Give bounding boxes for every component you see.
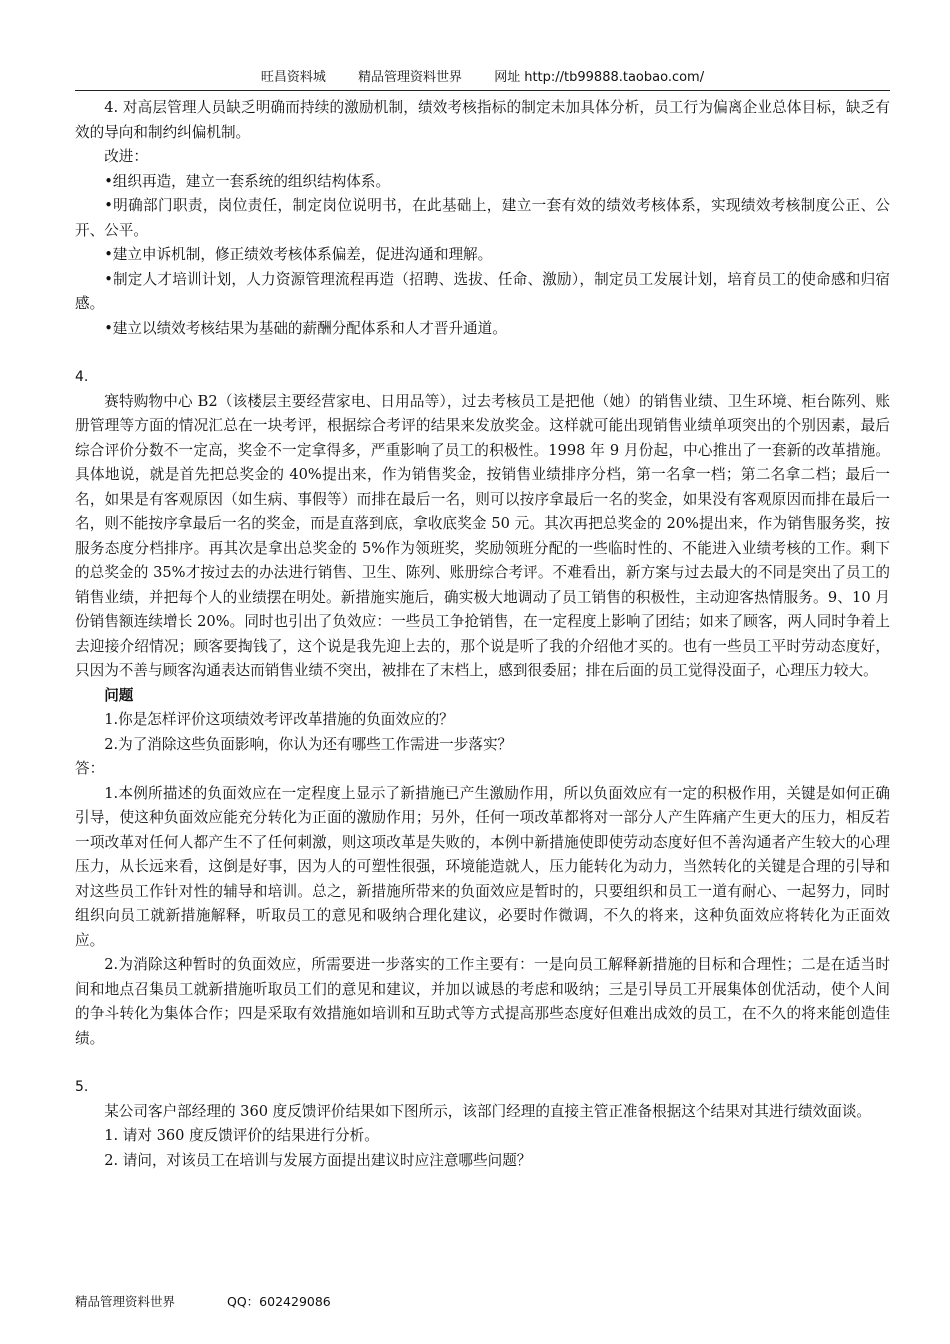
case-text: 赛特购物中心 B2（该楼层主要经营家电、日用品等），过去考核员工是把他（她）的销售业绩、卫生环境、柜台陈列、账册管理等方面的情况汇总在一块考评，根据综合考评的结果来发放奖金。这样就可能出现销售业绩单项突出的个别因素，最后综合评价分数不一定高，奖金不一定拿得多，严重影响了员工的积极性。1998 年 9 月份起，中心推出了一套新的改革措施。具体地说，就是首先把总奖金的 40%提出来，作为销售奖金，按销售业绩排序分档，第一名拿一档；第二名拿二档；最后一名，如果是有客观原因（如生病、事假等）而排在最后一名，则可以按序拿最后一名的奖金，如果没有客观原因而排在最后一名，则不能按序拿最后一名的奖金，而是直落到底，拿收底奖金 50 元。其次再把总奖金的 20%提出来，作为销售服务奖，按服务态度分档排序。再其次是拿出总奖金的 5%作为领班奖，奖励领班分配的一些临时性的、不能进入业绩考核的工作。剩下的总奖金的 35%才按过去的办法进行销售、卫生、陈列、账册综合考评。不难看出，新方案与过去最大的不同是突出了员工的销售业绩，并把每个人的业绩摆在明处。新措施实施后，确实极大地调动了员工销售的积极性，主动迎客热情服务。9、10 月份销售额连续增长 20%。同时也引出了负效应：一些员工争抢销售，在一定程度上影响了团结；如来了顾客，两人同时争着上去迎接介绍情况；顾客要掏钱了，这个说是我先迎上去的，那个说是听了我的介绍他才买的。也有一些员工平时劳动态度好，只因为不善与顾客沟通表达而销售业绩不突出，被排在了末档上，感到很委屈；排在后面的员工觉得没面子，心理压力较大。 <box>75 392 890 679</box>
improve-bullet: •明确部门职责，岗位责任，制定岗位说明书，在此基础上，建立一套有效的绩效考核体系，实现绩效考核制度公正、公开、公平。 <box>75 197 890 239</box>
question-1: 1.你是怎样评价这项绩效考评改革措施的负面效应的？ <box>104 711 454 728</box>
document-body <box>75 96 890 1173</box>
improve-bullet: •建立以绩效考核结果为基础的薪酬分配体系和人才晋升通道。 <box>104 319 507 337</box>
improve-bullet: •组织再造，建立一套系统的组织结构体系。 <box>104 172 391 190</box>
question-2: 2.为了消除这些负面影响，你认为还有哪些工作需进一步落实？ <box>104 735 513 753</box>
header-site-name: 旺昌资料城 <box>260 70 326 85</box>
answer-1: 1.本例所描述的负面效应在一定程度上显示了新措施已产生激励作用，所以负面效应有一定的积极作用，关键是如何正确引导，使这种负面效应能充分转化为正面的激励作用；另外，任何一项改革都将对一部分人产生阵痛产生更大的压力，相反若一项改革对任何人都产生不了任何刺激，则这项改革是失败的，本例中新措施使即使劳动态度好但不善沟通者产生较大的心理压力，从长远来看，这倒是好事，因为人的可塑性很强，环境能造就人，压力能转化为动力，当然转化的关键是合理的引导和对这些员工作针对性的辅导和培训。总之，新措施所带来的负面效应是暂时的，只要组织和员工一道有耐心、一起努力，同时组织向员工就新措施解释，听取员工的意见和吸纳合理化建议，必要时作微调，不久的将来，这种负面效应将转化为正面效应。 <box>75 784 890 949</box>
header-url-link[interactable]: http://tb99888.taobao.com/ <box>524 70 705 85</box>
part3-point-4: 4. 对高层管理人员缺乏明确而持续的激励机制，绩效考核指标的制定未加具体分析，员工行为偏离企业总体目标，缺乏有效的导向和制约纠偏机制。 <box>75 99 890 141</box>
answer-2: 2.为消除这种暂时的负面效应，所需要进一步落实的工作主要有：一是向员工解释新措施的目标和合理性；二是在适当时间和地点召集员工就新措施听取员工们的意见和建议，并加以诚恳的考虑和吸纳；三是引导员工开展集体创优活动，使个人间的争斗转化为集体合作；四是采取有效措施如培训和互助式等方式提高那些态度好但难出成效的员工，在不久的将来能创造佳绩。 <box>75 956 890 1047</box>
improve-bullet: •制定人才培训计划，人力资源管理流程再造（招聘、选拔、任命、激励），制定员工发展计划，培育员工的使命感和归宿感。 <box>75 270 890 312</box>
section5-intro: 某公司客户部经理的 360 度反馈评价结果如下图所示，该部门经理的直接主管正准备根据这个结果对其进行绩效面谈。 <box>104 1102 872 1120</box>
footer-title: 精品管理资料世界 <box>75 1294 176 1309</box>
section5-question-1: 1. 请对 360 度反馈评价的结果进行分析。 <box>104 1127 379 1144</box>
footer-qq: QQ：602429086 <box>227 1294 331 1309</box>
answer-label: 答： <box>75 760 105 777</box>
section-number-5: 5. <box>75 1079 89 1095</box>
improve-label: 改进： <box>104 148 148 165</box>
header-title: 精品管理资料世界 <box>358 70 463 85</box>
page-footer <box>75 1292 379 1310</box>
section-number-4: 4. <box>75 369 89 385</box>
question-label: 问题 <box>104 686 134 704</box>
header-url-label: 网址 <box>494 70 521 85</box>
improve-bullet: •建立申诉机制，修正绩效考核体系偏差，促进沟通和理解。 <box>104 246 493 263</box>
page-header <box>75 66 890 91</box>
section5-question-2: 2. 请问，对该员工在培训与发展方面提出建议时应注意哪些问题？ <box>104 1151 532 1169</box>
